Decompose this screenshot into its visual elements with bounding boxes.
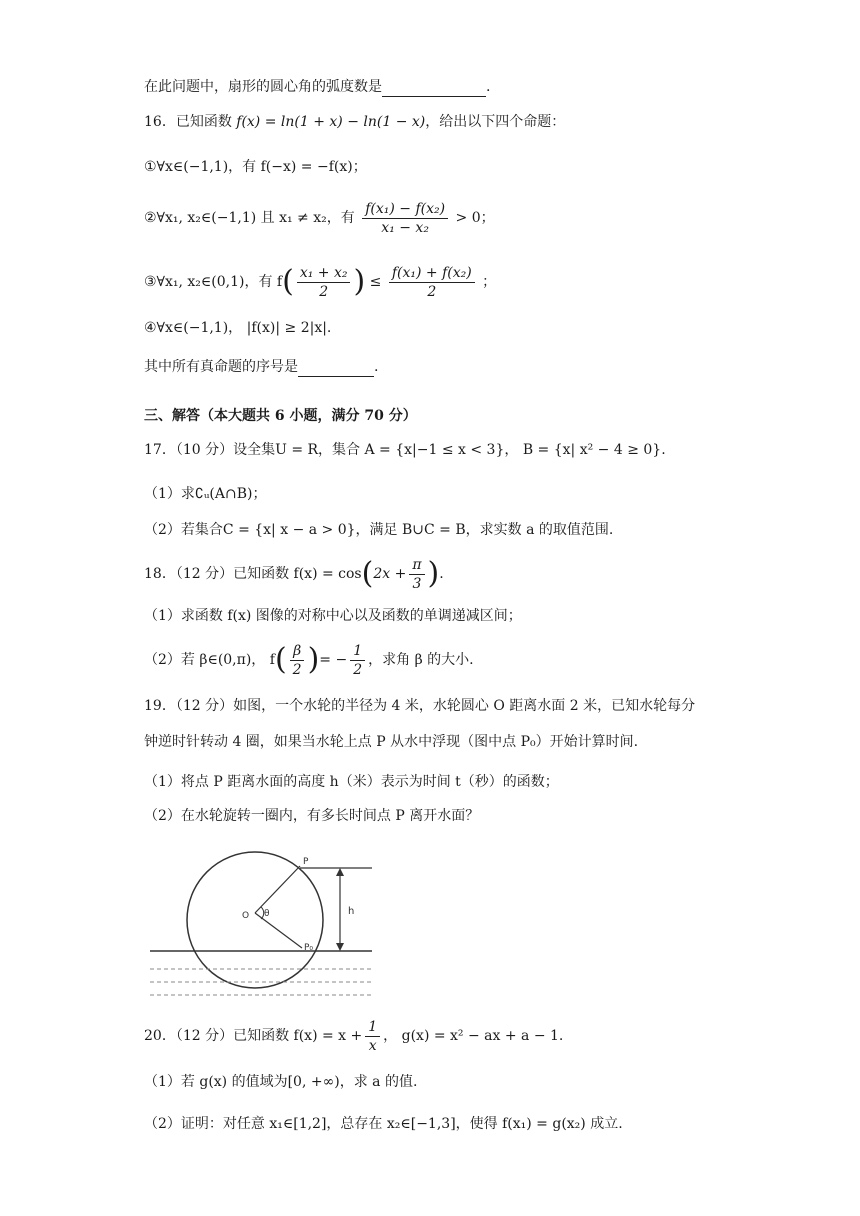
fraction: $\frac{\pi}{3}$ [409,556,424,593]
fraction: $\frac{\text{f(x₁) + f(x₂)}}{2}$ [389,264,475,301]
radius-op [255,866,300,913]
fraction: $\frac{\beta}{2}$ [290,642,305,679]
q17-part-2: （2）若集合C = {x| x − a > 0}，满足 B∪C = B，求实数 a 的取值范围. [144,522,614,538]
answer-blank[interactable] [298,356,374,377]
fraction: $\frac{\text{f(x₁) − f(x₂)}}{\text{x₁ − x₂}}$ [362,200,448,237]
fraction: $\frac{1}{x}$ [365,1018,380,1055]
arrow-head-up [336,868,344,876]
q20-stem: 20．（12 分）已知函数 f(x) = x + $\frac{1}{x}$ ， g(x) = x² − ax + a − 1. [144,1018,564,1054]
q20-part-2: （2）证明：对任意 x₁∈[1,2]，总存在 x₂∈[−1,3]，使得 f(x₁) = g(x₂) 成立. [144,1116,623,1132]
q19-part-2: （2）在水轮旋转一圈内，有多长时间点 P 离开水面？ [144,808,480,824]
fraction: $\frac{\text{x₁ + x₂}}{2}$ [297,264,351,301]
q17-stem: 17．（10 分）设全集U = R，集合 A = {x|−1 ≤ x < 3}， B = {x| x² − 4 ≥ 0}. [144,442,666,458]
q18-stem: 18．（12 分）已知函数 f(x) = cos(2x + $\frac{\pi}{3}$ ). [144,556,444,592]
answer-blank[interactable] [382,76,486,97]
q15-text: 在此问题中，扇形的圆心角的弧度数是 [144,79,382,95]
q16-proposition-1: ①∀x∈(−1,1)，有 f(−x) = −f(x)； [144,159,367,175]
q17-part-1: （1）求∁ᵤ(A∩B)； [144,486,267,502]
q15-tail: 在此问题中，扇形的圆心角的弧度数是 . [144,76,490,97]
label-p0: P₀ [304,943,314,953]
wheel-circle [187,852,323,988]
q19-stem-line-2: 钟逆时针转动 4 圈，如果当水轮上点 P 从水中浮现（图中点 P₀）开始计算时间. [144,734,639,750]
label-h: h [348,906,355,917]
q16-proposition-4: ④∀x∈(−1,1)， |f(x)| ≥ 2|x|. [144,320,332,336]
label-p: P [303,857,309,867]
label-o: O [242,911,250,921]
q20-part-1: （1）若 g(x) 的值域为[0, +∞)，求 a 的值. [144,1074,418,1090]
q16-ask: 其中所有真命题的序号是 . [144,356,378,377]
function-expression: f(x) = ln(1 + x) − ln(1 − x) [236,114,426,130]
q16-stem: 16．已知函数 f(x) = ln(1 + x) − ln(1 − x)，给出以下四个命题： [144,114,566,130]
q19-part-1: （1）将点 P 距离水面的高度 h（米）表示为时间 t（秒）的函数； [144,774,559,790]
fraction: $\frac{1}{2}$ [350,642,365,679]
q18-part-1: （1）求函数 f(x) 图像的对称中心以及函数的单调递减区间； [144,608,522,624]
q19-stem-line-1: 19．（12 分）如图，一个水轮的半径为 4 米，水轮圆心 O 距离水面 2 米，已知水轮每分 [144,698,696,714]
label-theta: θ [264,909,270,919]
q16-proposition-2: ②∀x₁, x₂∈(−1,1) 且 x₁ ≠ x₂，有 $\frac{\text{f(x₁) − f(x₂)}}{\text{x₁ − x₂}}$ > 0； [144,200,495,236]
q16-proposition-3: ③∀x₁, x₂∈(0,1)，有 f( $\frac{\text{x₁ + x₂}}{2}$ ) ≤ $\frac{\text{f(x₁) + f(x₂)}}{2}$ ； [144,264,497,300]
water-wheel-figure [140,838,390,1008]
q18-part-2: （2）若 β∈(0,π)， f( $\frac{\beta}{2}$ )= − $\frac{1}{2}$ ，求角 β 的大小. [144,642,474,678]
section-title: 三、解答（本大题共 6 小题，满分 70 分） [144,408,417,424]
arrow-head-down [336,943,344,951]
